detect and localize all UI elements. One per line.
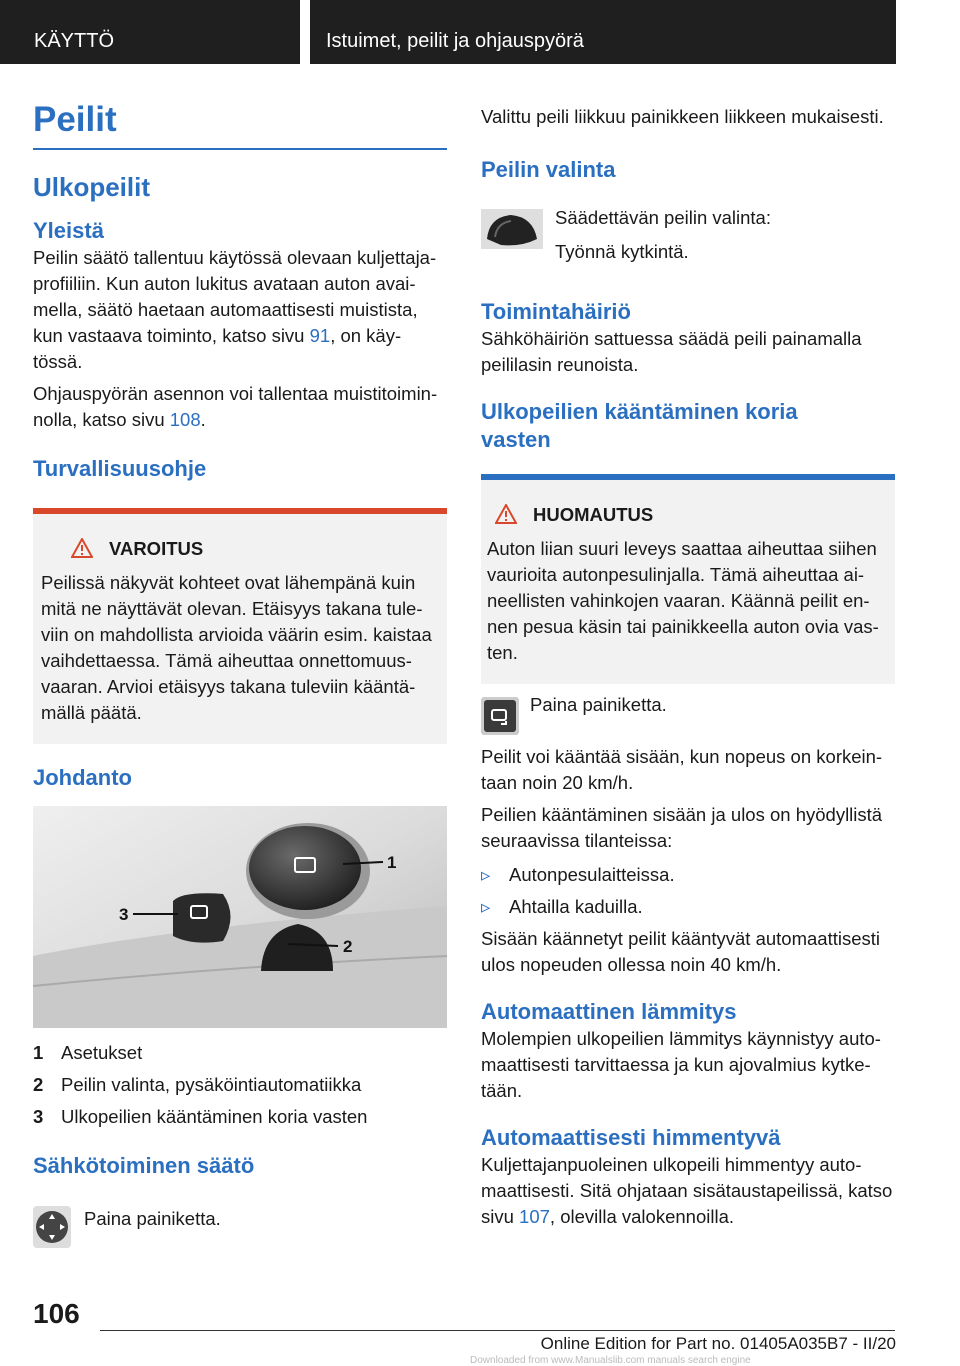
warning-text: Peilissä näkyvät kohteet ovat lähempänä kuin mitä ne näyttävät olevan. Etäisyys takana tule-viin on mahdollista arvioida väärin esim. kaistaa vaihdettaessa. Tämä aiheuttaa onnettomuus-vaaran. Arvioi etäisyys takana tuleviin kääntä-mällä päätä. (41, 572, 432, 723)
right-column (481, 104, 895, 184)
intro-text: Valittu peili liikkuu painikkeen liikkeen mukaisesti. (481, 106, 884, 127)
figure-label-2: 2 (343, 937, 353, 956)
heading-toimintahairio: Toimintahäiriö (481, 299, 631, 324)
notice-heading (495, 504, 883, 526)
kaanto-paragraph-2: Peilien kääntäminen sisään ja ulos on hyödyllistä seuraavissa tilanteissa: (481, 804, 883, 851)
triangle-bullet-icon: ▹ (481, 896, 491, 917)
title-rule (33, 148, 447, 150)
heading-kaantaminen: Ulkopeilien kääntäminen koria vasten (481, 399, 798, 452)
page-title: Peilit (33, 100, 117, 139)
mirror-controls-figure (33, 806, 447, 1028)
triangle-bullet-icon: ▹ (481, 864, 491, 885)
paragraph-yleista-1: Peilin säätö tallentuu käytössä olevaan kuljettaja-profiiliin. Kun auton lukitus avataan auton avai-mella, säätö haetaan automaattisesti muistista, kun vastaava toiminto, katso sivu 91, on käy-tössä. (33, 247, 437, 372)
valinta-text-2: Työnnä kytkintä. (555, 241, 689, 262)
sahko-text: Paina painiketta. (84, 1208, 221, 1229)
warning-triangle-icon (495, 504, 517, 524)
page-link-91[interactable]: 91 (309, 325, 331, 346)
legend-item: 3 Ulkopeilien kääntäminen koria vasten (33, 1106, 368, 1127)
valinta-text-1: Säädettävän peilin valinta: (555, 207, 771, 228)
edition-text: Online Edition for Part no. 01405A035B7 - II/20 (540, 1334, 896, 1353)
footer-rule (100, 1330, 895, 1331)
notice-box (481, 474, 895, 684)
figure-legend (33, 1040, 447, 1180)
warning-box (33, 508, 447, 744)
mirror-fold-button-icon (481, 697, 519, 735)
heading-turvallisuus: Turvallisuusohje (33, 456, 207, 481)
notice-title: HUOMAUTUS (533, 504, 654, 525)
heading-sahko: Sähkötoiminen säätö (33, 1153, 255, 1178)
heading-yleista: Yleistä (33, 218, 104, 243)
section-tab (0, 0, 300, 64)
kaanto-paragraph-1: Peilit voi kääntää sisään, kun nopeus on korkein-taan noin 20 km/h. (481, 746, 883, 793)
bullet-item: ▹ Autonpesulaitteissa. (481, 862, 895, 888)
page-link-107[interactable]: 107 (519, 1206, 550, 1227)
page-number: 106 (33, 1298, 80, 1329)
heading-lammitys: Automaattinen lämmitys (481, 999, 737, 1024)
left-column (33, 100, 447, 483)
heading-johdanto: Johdanto (33, 765, 132, 790)
kaanto-paragraph-3: Sisään käännetyt peilit kääntyvät automaattisesti ulos nopeuden ollessa noin 40 km/h. (481, 928, 881, 975)
warning-triangle-icon (71, 538, 93, 558)
figure-label-1: 1 (387, 853, 397, 872)
warning-heading (71, 538, 433, 560)
watermark-text: Downloaded from www.Manualslib.com manuals search engine (470, 1355, 751, 1366)
hairio-text: Sähköhäiriön sattuessa säädä peili painamalla peililasin reunoista. (481, 328, 862, 375)
lammitys-text: Molempien ulkopeilien lämmitys käynnistyy auto-maattisesti tarvittaessa ja kun ajovalmius kytke-tään. (481, 1028, 881, 1101)
heading-peilin-valinta: Peilin valinta (481, 157, 616, 182)
figure-label-3: 3 (119, 905, 129, 924)
heading-ulkopeilit: Ulkopeilit (33, 172, 151, 202)
chapter-tab (310, 0, 896, 64)
legend-item: 2 Peilin valinta, pysäköintiautomatiikka (33, 1074, 362, 1095)
section-label: KÄYTTÖ (34, 30, 115, 52)
legend-item: 1 Asetukset (33, 1042, 143, 1063)
page-link-108[interactable]: 108 (169, 409, 201, 430)
bullet-item: ▹ Ahtailla kaduilla. (481, 894, 895, 920)
mirror-selector-icon (481, 209, 543, 249)
warning-title: VAROITUS (109, 538, 204, 559)
mirror-adjust-button-icon (33, 1206, 71, 1248)
paragraph-yleista-2: Ohjauspyörän asennon voi tallentaa muistitoimin-nolla, katso sivu 108. (33, 383, 438, 430)
himmentyva-text: Kuljettajanpuoleinen ulkopeili himmentyy auto-maattisesti. Sitä ohjataan sisätaustapeilissä, katso sivu 107, olevilla valokennoilla. (481, 1154, 893, 1227)
notice-text: Auton liian suuri leveys saattaa aiheuttaa siihen vaurioita autonpesulinjalla. Tämä aiheuttaa ai-neellisten vahinkojen vaaran. Käännä peilit en-nen pesua käsin tai painikkeella auton ovia vas-ten. (487, 538, 879, 663)
kaanto-button-text: Paina painiketta. (530, 694, 667, 715)
heading-himmentyva: Automaattisesti himmentyvä (481, 1125, 781, 1150)
chapter-label: Istuimet, peilit ja ohjauspyörä (326, 30, 584, 52)
